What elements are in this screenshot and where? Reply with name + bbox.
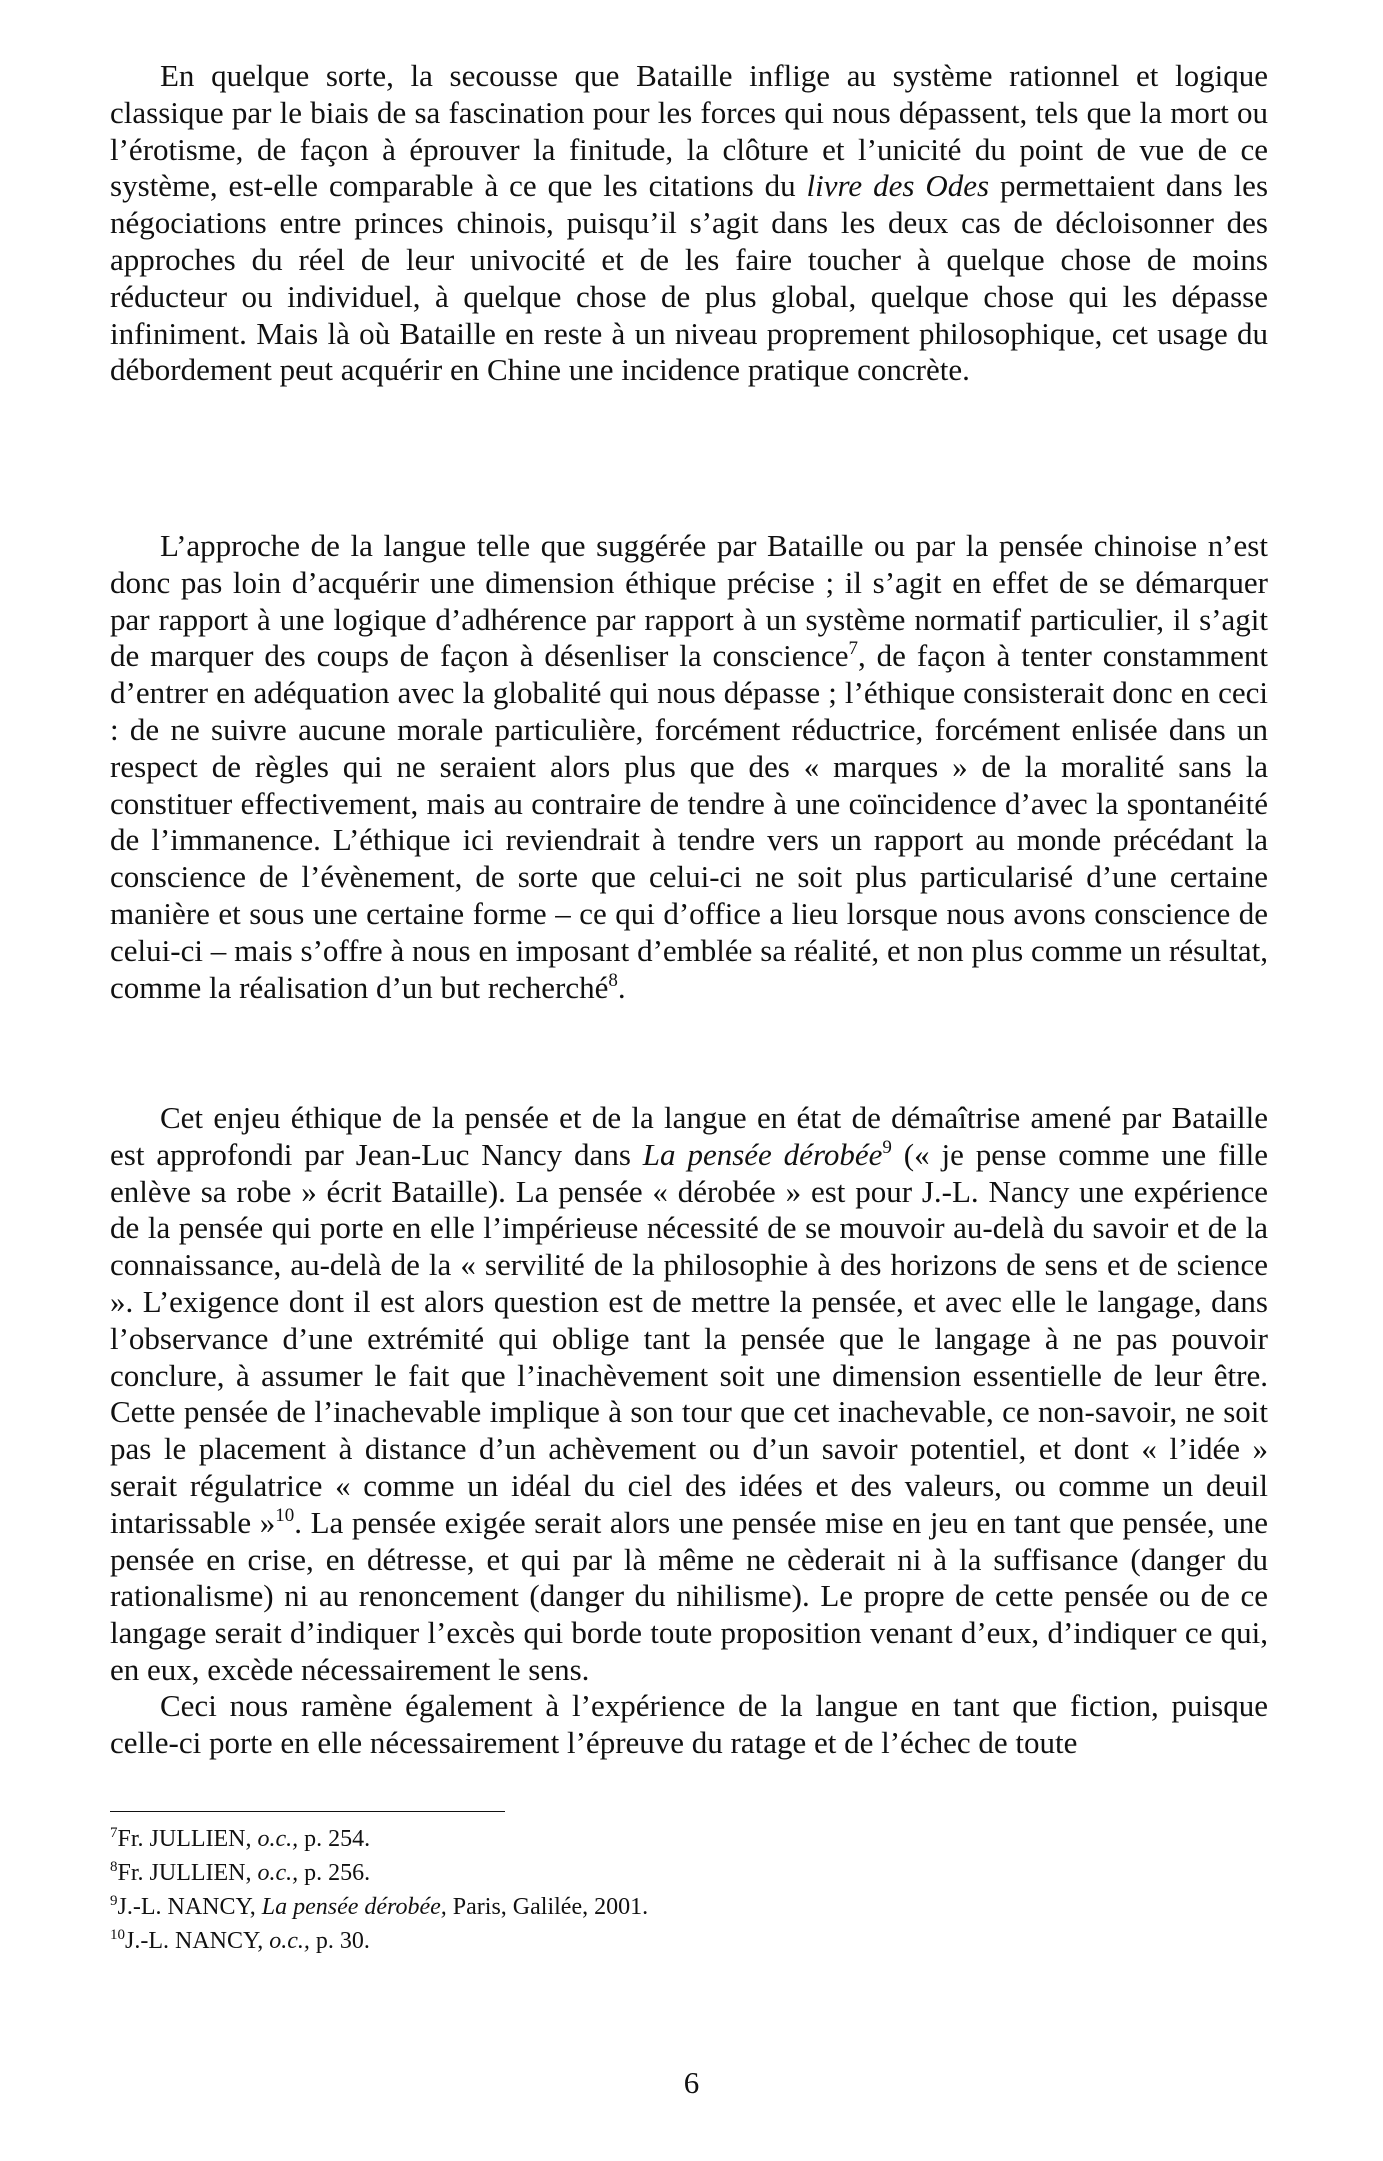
footnote-author: J.-L. NANCY, <box>117 1894 262 1920</box>
footnote-author: Fr. JULLIEN, <box>117 1860 258 1886</box>
footnote-8 <box>110 1856 1110 1890</box>
footnote-author: J.-L. NANCY, <box>125 1928 270 1954</box>
footnote-ref-8[interactable]: 8 <box>608 969 618 991</box>
footnote-number: 9 <box>110 1893 118 1909</box>
footnote-title: La pensée dérobée, <box>261 1894 447 1920</box>
paragraph-3-italic-title: La pensée dérobée <box>642 1136 883 1172</box>
footnote-ref-9[interactable]: 9 <box>882 1136 892 1158</box>
footnote-rest: p. 30. <box>309 1928 370 1954</box>
paragraph-1-italic-title: livre des Odes <box>806 168 990 204</box>
paragraph-4 <box>110 1688 1268 1762</box>
footnote-9 <box>110 1890 1110 1924</box>
footnote-7 <box>110 1822 1110 1856</box>
footnote-number: 7 <box>110 1825 118 1841</box>
paragraph-1-text-c: permettaient dans les négociations entre princes chinois, puisqu’il s’agit dans les deux cas de décloisonner des approches du réel de leur univocité et de les faire toucher à quelque chose de moins réducteur ou individuel, à quelque chose de plus global, quelque chose qui les dépasse infiniment. Mais là où Bataille en reste à un niveau proprement philosophique, cet usage du débordement peut acquérir en Chine une incidence pratique concrète. <box>110 168 1269 388</box>
footnote-title: o.c., <box>257 1860 299 1886</box>
paragraph-4-text-a: Ceci nous ramène également à l’expérience de la langue en tant que fiction, puisque celle-ci porte en elle nécessairement l’épreuve du ratage et de l’échec de toute <box>110 1688 1268 1760</box>
footnotes <box>110 1822 1110 1958</box>
footnote-separator <box>110 1811 505 1812</box>
footnote-10 <box>110 1924 1110 1958</box>
footnote-rest: p. 254. <box>298 1826 371 1852</box>
footnote-title: o.c., <box>257 1826 299 1852</box>
paragraph-3-text-c: (« je pense comme une fille enlève sa robe » écrit Bataille). La pensée « dérobée » est pour J.-L. Nancy une expérience de la pensée qui porte en elle l’impérieuse nécessité de se mouvoir au-delà du savoir et de la connaissance, au-delà de la « servilité de la philosophie à des horizons de sens et de science ». L’exigence dont il est alors question est de mettre la pensée, et avec elle le langage, dans l’observance d’une extrémité qui oblige tant la pensée que le langage à ne pas pouvoir conclure, à assumer le fait que l’inachèvement soit une dimension essentielle de leur être. Cette pensée de l’inachevable implique à son tour que cet inachevable, ce non-savoir, ne soit pas le placement à distance d’un achèvement ou d’un savoir potentiel, et dont « l’idée » serait régulatrice « comme un idéal du ciel des idées et des valeurs, ou comme un deuil intarissable » <box>110 1136 1269 1540</box>
footnote-ref-7[interactable]: 7 <box>848 638 858 660</box>
footnote-rest: p. 256. <box>298 1860 371 1886</box>
paragraph-3 <box>110 1100 1268 1689</box>
paragraph-3-text-d: . La pensée exigée serait alors une pensée mise en jeu en tant que pensée, une pensée en crise, en détresse, et qui par là même ne cèderait ni à la suffisance (danger du rationalisme) ni au renoncement (danger du nihilisme). Le propre de cette pensée ou de ce langage serait d’indiquer l’excès qui borde toute proposition venant d’eux, d’indiquer ce qui, en eux, excède nécessairement le sens. <box>110 1504 1268 1687</box>
paragraph-1-text-a: En quelque sorte, la secousse que Bataille inflige au système rationnel et logique classique par le biais de sa fascination pour les forces qui nous dépassent, tels que la mort ou l’érotisme, de façon à éprouver la finitude, la clôture et l’unicité du point de vue de ce système, est-elle comparable à ce que les citations du <box>110 58 1268 204</box>
paragraph-2-text-a: L’approche de la langue telle que suggérée par Bataille ou par la pensée chinoise n’est donc pas loin d’acquérir une dimension éthique précise ; il s’agit en effet de se démarquer par rapport à une logique d’adhérence par rapport à un système normatif particulier, il s’agit de marquer des coups de façon à désenliser la conscience <box>110 528 1268 674</box>
footnote-number: 8 <box>110 1859 118 1875</box>
paragraph-2-text-b: , de façon à tenter constamment d’entrer en adéquation avec la globalité qui nous dépasse ; l’éthique consisterait donc en ceci : de ne suivre aucune morale particulière, forcément réductrice, forcément enlisée dans un respect de règles qui ne seraient alors plus que des « marques » de la moralité sans la constituer effectivement, mais au contraire de tendre à une coïncidence d’avec la spontanéité de l’immanence. L’éthique ici reviendrait à tendre vers un rapport au monde précédant la conscience de l’évènement, de sorte que celui-ci ne soit plus particularisé d’une certaine manière et sous une certaine forme – ce qui d’office a lieu lorsque nous avons conscience de celui-ci – mais s’offre à nous en imposant d’emblée sa réalité, et non plus comme un résultat, comme la réalisation d’un but recherché <box>110 638 1268 1005</box>
footnote-ref-10[interactable]: 10 <box>275 1504 295 1526</box>
footnote-title: o.c., <box>269 1928 310 1954</box>
paragraph-2 <box>110 528 1268 1006</box>
paragraph-2-text-c: . <box>617 969 626 1005</box>
footnote-author: Fr. JULLIEN, <box>117 1826 258 1852</box>
page-number: 6 <box>683 2065 700 2100</box>
footnote-rest: Paris, Galilée, 2001. <box>446 1894 649 1920</box>
paragraph-1 <box>110 58 1268 389</box>
footnote-number: 10 <box>110 1927 125 1943</box>
paragraph-3-text-a: Cet enjeu éthique de la pensée et de la langue en état de démaîtrise amené par Bataille est approfondi par Jean-Luc Nancy dans <box>110 1100 1268 1172</box>
